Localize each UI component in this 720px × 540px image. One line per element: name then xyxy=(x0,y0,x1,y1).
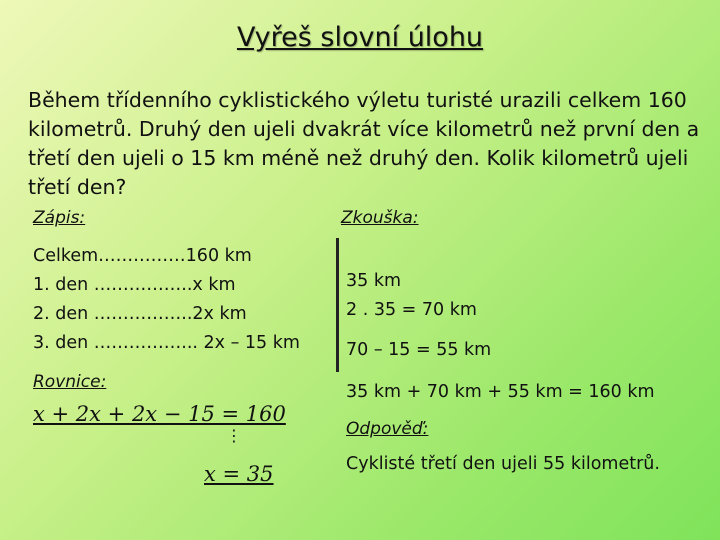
answer-text: Cyklisté třetí den ujeli 55 kilometrů. xyxy=(346,454,660,474)
check-line-1: 35 km xyxy=(346,271,402,291)
zapis-line-day1: 1. den ……………..x km xyxy=(33,275,236,295)
zkouska-label: Zkouška: xyxy=(341,208,419,228)
equation-result xyxy=(204,462,274,486)
slide-title: Vyřeš slovní úlohu xyxy=(236,22,484,53)
zapis-line-day2: 2. den ……………..2x km xyxy=(33,304,247,324)
zapis-label: Zápis: xyxy=(33,208,86,228)
rovnice-label: Rovnice: xyxy=(33,372,107,392)
problem-text: Během třídenního cyklistického výletu turisté urazili celkem 160 kilometrů. Druhý den ujeli dvakrát více kilometrů než první den a třetí den ujeli o 15 km méně než druhý den. Kolik kilometrů ujeli třetí den? xyxy=(28,88,700,199)
divider-bar xyxy=(336,238,339,372)
zapis-line-total: Celkem……………160 km xyxy=(33,246,252,266)
check-line-2: 2 . 35 = 70 km xyxy=(346,300,477,320)
equation-text: x + 2x + 2x − 15 = 160 xyxy=(33,402,286,426)
vdots-symbol: ⋮ xyxy=(226,426,242,445)
equation-result-text: x = 35 xyxy=(204,462,274,486)
equation xyxy=(33,402,286,426)
odpoved-label: Odpověď: xyxy=(346,419,429,439)
zapis-line-day3: 3. den ……………... 2x – 15 km xyxy=(33,333,300,353)
check-line-3: 70 – 15 = 55 km xyxy=(346,340,492,360)
check-line-4: 35 km + 70 km + 55 km = 160 km xyxy=(346,382,655,402)
